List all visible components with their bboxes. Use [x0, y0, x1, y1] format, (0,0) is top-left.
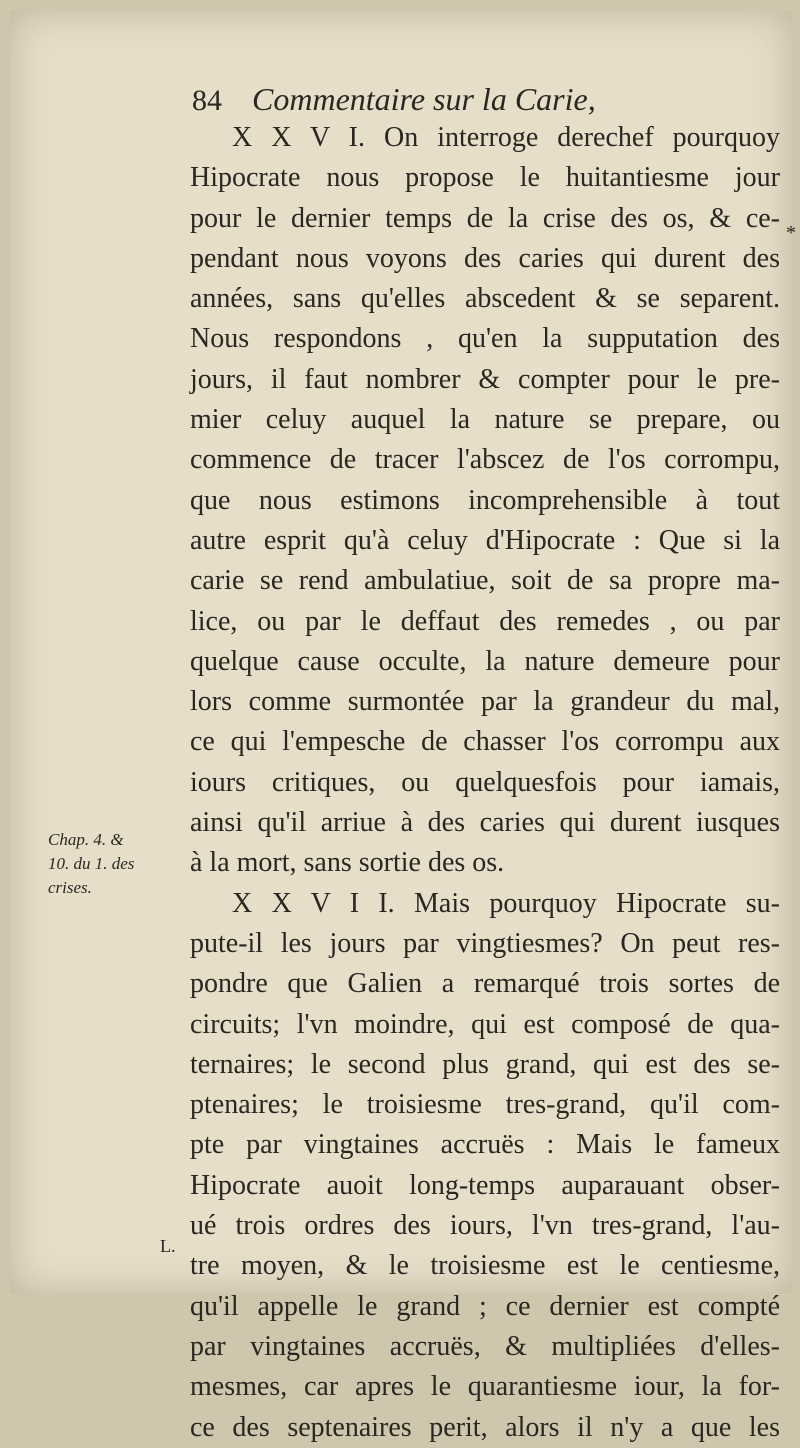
page-number: 84 [192, 84, 222, 117]
text-line: pute-il les jours par vingtiesmes? On peut res- [190, 927, 780, 959]
text-line: Nous respondons , qu'en la supputation des [190, 323, 780, 355]
text-line: années, sans qu'elles abscedent & se separent. [190, 283, 780, 315]
text-line: mier celuy auquel la nature se prepare, ou [190, 404, 780, 436]
signature-mark: L. [160, 1236, 176, 1256]
text-line: lors comme surmontée par la grandeur du mal, [190, 686, 780, 718]
text-line: ce qui l'empesche de chasser l'os corrompu aux [190, 726, 780, 758]
running-title: Commentaire sur la Carie, [252, 81, 596, 117]
body-text [190, 118, 780, 1448]
text-line: pondre que Galien a remarqué trois sortes de [190, 968, 780, 1000]
text-line: Hipocrate auoit long-temps auparauant obser- [190, 1169, 780, 1201]
text-line: que nous estimons incomprehensible à tout [190, 484, 780, 516]
text-line: Hipocrate nous propose le huitantiesme jour [190, 162, 780, 194]
book-page [10, 10, 796, 1443]
text-line: lice, ou par le deffaut des remedes , ou par [190, 605, 780, 637]
paragraph-27 [190, 884, 780, 1448]
text-line: pte par vingtaines accruës : Mais le fameux [190, 1129, 780, 1161]
paragraph-26 [190, 118, 780, 884]
margin-note-line: 10. du 1. des [48, 854, 135, 873]
text-line: ce des septenaires perit, alors il n'y a que les [190, 1411, 780, 1443]
text-line: jours, il faut nombrer & compter pour le pre- [190, 363, 780, 395]
text-line: X X V I. On interroge derechef pourquoy [232, 122, 780, 153]
text-line: qu'il appelle le grand ; ce dernier est compté [190, 1290, 780, 1322]
text-line: ainsi qu'il arriue à des caries qui durent iusques [190, 807, 780, 839]
text-line: ué trois ordres des iours, l'vn tres-grand, l'au- [190, 1210, 780, 1242]
page-header [192, 70, 792, 118]
text-line: à la mort, sans sortie des os. [190, 847, 505, 879]
text-line: quelque cause occulte, la nature demeure pour [190, 645, 780, 677]
text-line: pendant nous voyons des caries qui durent des [190, 242, 780, 274]
text-line: tre moyen, & le troisiesme est le centiesme, [190, 1250, 780, 1282]
text-line: circuits; l'vn moindre, qui est composé de qua- [190, 1008, 780, 1040]
text-line: mesmes, car apres le quarantiesme iour, la for- [190, 1371, 780, 1403]
margin-note-line: crises. [48, 878, 92, 897]
margin-asterisk: * [786, 222, 796, 244]
margin-note-line: Chap. 4. & [48, 830, 124, 849]
text-line: iours critiques, ou quelquesfois pour iamais, [190, 766, 780, 798]
text-line: autre esprit qu'à celuy d'Hipocrate : Que si la [190, 524, 780, 556]
text-line: ternaires; le second plus grand, qui est des se- [190, 1048, 780, 1080]
margin-note [48, 828, 188, 900]
text-line: commence de tracer l'abscez de l'os corrompu, [190, 444, 780, 476]
text-line: par vingtaines accruës, & multipliées d'elles- [190, 1330, 780, 1362]
text-line: X X V I I. Mais pourquoy Hipocrate su- [232, 887, 780, 919]
text-line: pour le dernier temps de la crise des os, & ce- [190, 202, 780, 234]
text-line: ptenaires; le troisiesme tres-grand, qu'il com- [190, 1089, 780, 1121]
text-line: carie se rend ambulatiue, soit de sa propre ma- [190, 565, 780, 597]
